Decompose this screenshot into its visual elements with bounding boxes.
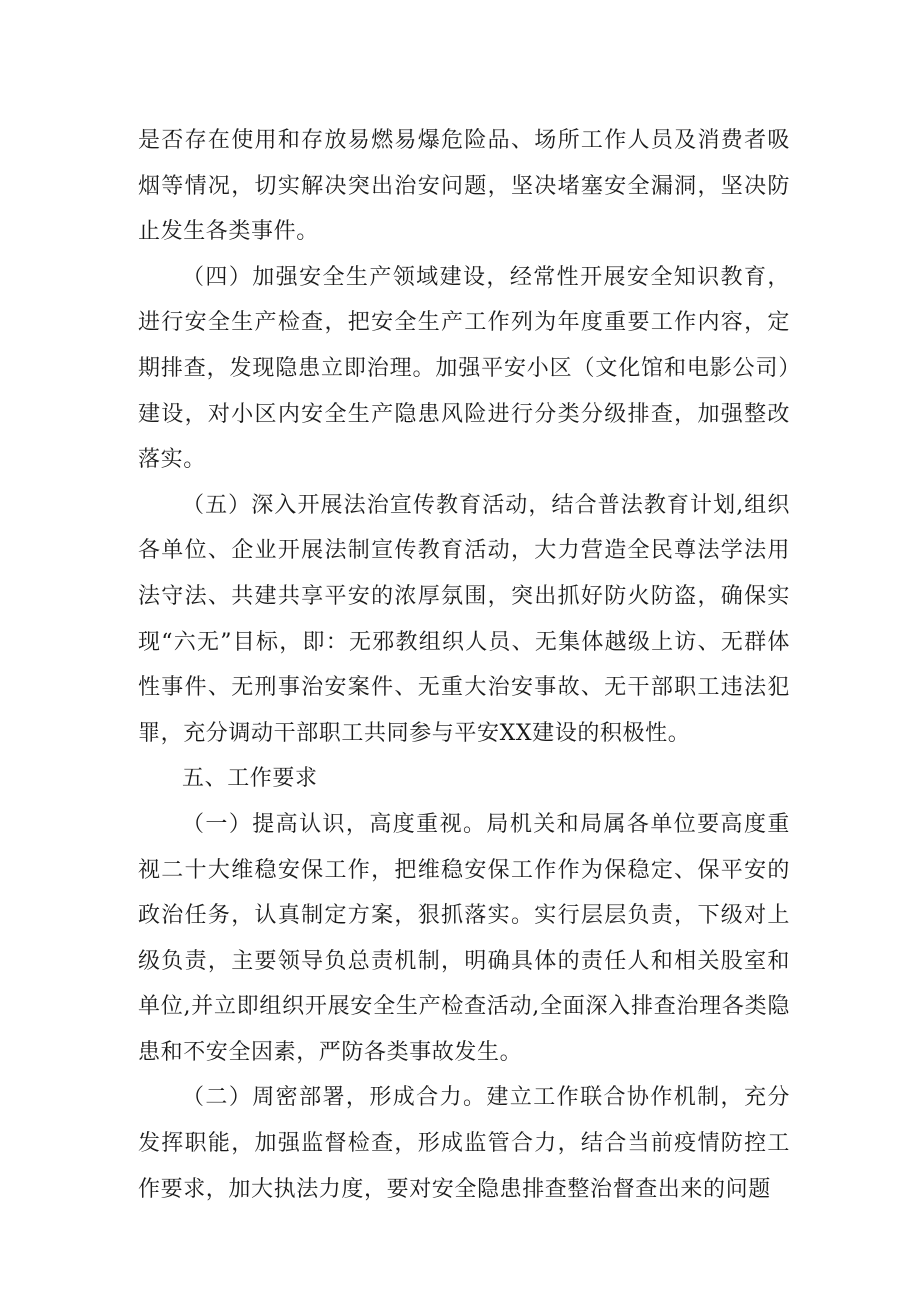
document-body <box>138 118 790 1212</box>
section-heading-work-requirements: 五、工作要求 <box>182 766 318 792</box>
paragraph-requirement-one: （一）提高认识，高度重视。局机关和局属各单位要高度重视二十大维稳安保工作，把维稳安保工作作为保稳定、保平安的政治任务，认真制定方案，狠抓落实。实行层层负责，下级对上级负责，主要领导负总责机制，明确具体的责任人和相关股室和单位,并立即组织开展安全生产检查活动,全面深入排查治理各类隐患和不安全因素，严防各类事故发生。 <box>138 811 790 1065</box>
paragraph-requirement-two: （二）周密部署，形成合力。建立工作联合协作机制，充分发挥职能，加强监督检查，形成监管合力，结合当前疫情防控工作要求，加大执法力度，要对安全隐患排查整治督查出来的问题 <box>138 1085 790 1202</box>
paragraph-item-four: （四）加强安全生产领域建设，经常性开展安全知识教育，进行安全生产检查，把安全生产工作列为年度重要工作内容，定期排查，发现隐患立即治理。加强平安小区（文化馆和电影公司）建设，对小区内安全生产隐患风险进行分类分级排查，加强整改落实。 <box>138 264 790 473</box>
paragraph-continuation: 是否存在使用和存放易燃易爆危险品、场所工作人员及消费者吸烟等情况，切实解决突出治安问题，坚决堵塞安全漏洞，坚决防止发生各类事件。 <box>138 128 790 245</box>
paragraph-item-five: （五）深入开展法治宣传教育活动，结合普法教育计划,组织各单位、企业开展法制宣传教育活动，大力营造全民尊法学法用法守法、共建共享平安的浓厚氛围，突出抓好防火防盗，确保实现“六无”目标，即：无邪教组织人员、无集体越级上访、无群体性事件、无刑事治安案件、无重大治安事故、无干部职工违法犯罪，充分调动干部职工共同参与平安XX建设的积极性。 <box>138 492 790 746</box>
